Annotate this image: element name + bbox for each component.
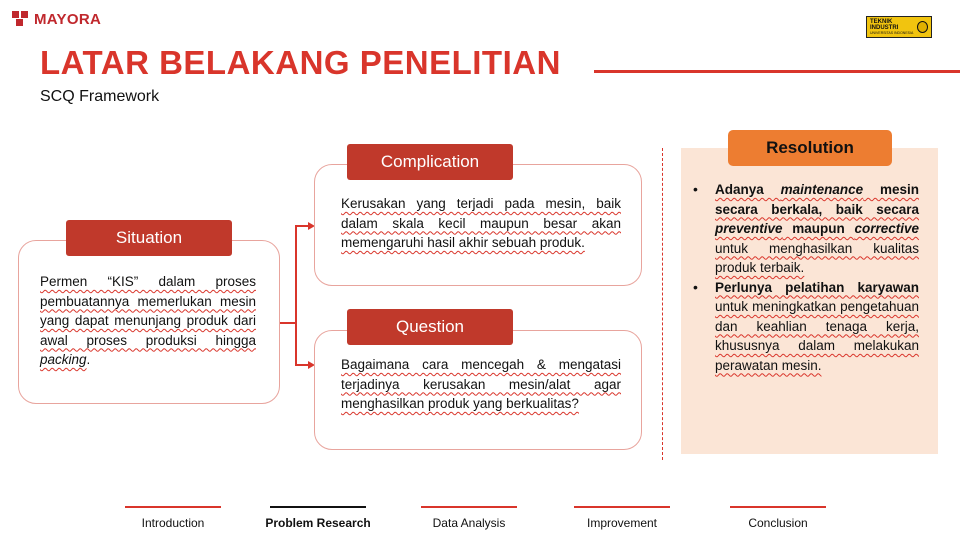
nav-bar	[730, 506, 826, 508]
badge-line2: UNIVERSITAS INDONESIA	[870, 30, 914, 35]
question-text-main: Bagaimana cara mencegah & mengatasi terjadinya kerusakan mesin/alat agar menghasilkan produk yang berkualitas?	[341, 357, 621, 411]
res1-b: maintenance	[780, 182, 864, 197]
complication-text-main: Kerusakan yang terjadi pada mesin, baik dalam skala kecil maupun besar akan memengaruhi hasil akhir sebuah produk.	[341, 196, 621, 250]
nav-label: Conclusion	[748, 516, 808, 530]
nav-introduction[interactable]	[125, 506, 221, 530]
mayora-logo-mark-icon	[12, 11, 30, 27]
vertical-divider	[662, 148, 663, 460]
situation-label: Situation	[66, 220, 232, 256]
nav-bar	[421, 506, 517, 508]
nav-conclusion[interactable]	[730, 506, 826, 530]
situation-text	[40, 272, 256, 370]
complication-label: Complication	[347, 144, 513, 180]
res2-a: Perlunya pelatihan karyawan	[715, 279, 919, 295]
page-title: LATAR BELAKANG PENELITIAN	[40, 44, 561, 81]
nav-label: Data Analysis	[432, 516, 506, 530]
situation-text-italic: packing	[40, 352, 87, 367]
teknik-industri-badge	[866, 16, 932, 38]
nav-data-analysis[interactable]	[421, 506, 517, 530]
nav-improvement[interactable]	[574, 506, 670, 530]
connector-vertical	[295, 225, 297, 365]
logo-text: MAYORA	[34, 10, 102, 28]
situation-text-main: Permen “KIS” dalam proses pembuatannya memerlukan mesin yang dapat menunjang produk dari awal proses produksi hingga	[40, 274, 256, 348]
res1-e: maupun	[782, 221, 855, 236]
badge-line1: TEKNIK INDUSTRI	[870, 18, 899, 31]
university-seal-icon	[917, 21, 928, 33]
resolution-item-1	[693, 180, 919, 278]
resolution-list	[693, 180, 919, 375]
res2-b: untuk meningkatkan pengetahuan dan keahlian tenaga kerja, khususnya dalam melakukan perawatan mesin.	[715, 299, 919, 373]
nav-label: Introduction	[141, 516, 205, 530]
res1-f: corrective	[854, 221, 919, 236]
nav-bar-active	[270, 506, 366, 508]
connector-bottom	[295, 364, 309, 366]
complication-text	[341, 194, 621, 253]
res1-d: preventive	[715, 221, 783, 236]
situation-text-end: .	[86, 352, 91, 367]
mayora-logo	[12, 10, 101, 28]
resolution-item-2	[693, 278, 919, 376]
nav-label-active: Problem Research	[265, 516, 371, 530]
connector-top	[295, 225, 309, 227]
question-label: Question	[347, 309, 513, 345]
nav-bar	[574, 506, 670, 508]
nav-bar	[125, 506, 221, 508]
res1-a: Adanya	[715, 182, 781, 197]
page-subtitle: SCQ Framework	[40, 88, 160, 105]
connector-stem	[280, 322, 296, 324]
res1-c: mesin secara berkala, baik secara	[715, 182, 919, 217]
question-text	[341, 355, 621, 414]
nav-label: Improvement	[586, 516, 658, 530]
nav-problem-research[interactable]	[265, 506, 371, 530]
resolution-label: Resolution	[728, 130, 892, 166]
title-rule	[594, 70, 960, 73]
res1-g: untuk menghasilkan kualitas produk terbaik.	[715, 240, 919, 275]
